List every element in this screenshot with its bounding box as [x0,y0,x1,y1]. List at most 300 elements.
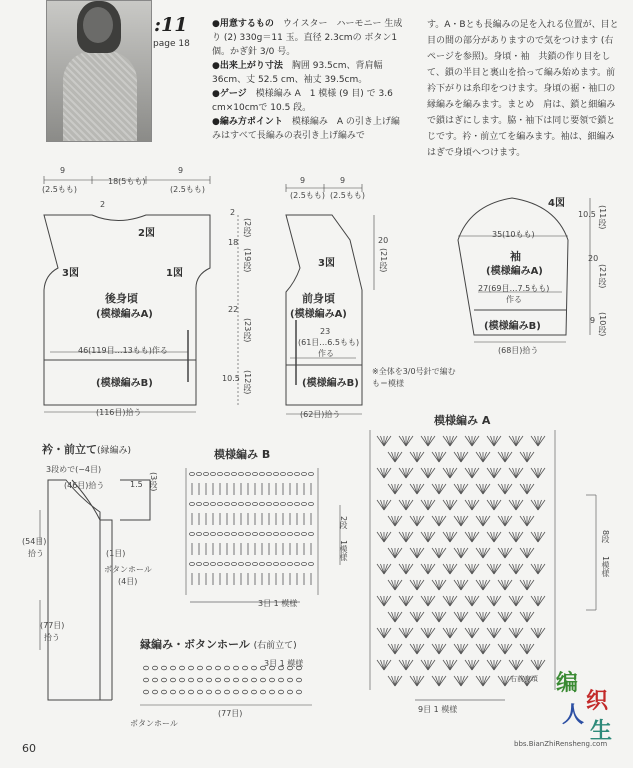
fan-stitch [531,596,538,606]
chain-stitch [295,532,300,535]
chain-stitch [197,502,202,505]
edge-stitch [188,690,193,694]
fan-stitch [458,452,462,462]
side-dim-1-sub: (2段) [243,218,252,238]
fan-stitch [461,580,465,590]
back-top-right-dim: 9 [178,166,184,175]
fan-stitch [469,468,473,478]
front-row-count-2: (61目…6.5もも) [298,338,360,347]
fan-stitch [421,468,428,478]
fan-stitch [454,644,461,654]
edge-stitch [143,690,148,694]
fan-stitch [483,452,490,462]
fan-stitch [461,484,465,494]
fan-stitch [439,612,443,622]
fan-stitch [454,612,461,622]
fan-stitch [377,468,384,478]
front-right-dim-sub: (21段) [379,248,388,273]
fan-stitch [516,468,523,478]
fan-stitch [480,676,484,686]
edge-stitch [161,690,166,694]
fan-stitch [498,452,505,462]
fan-stitch [406,532,413,542]
fan-stitch [403,436,407,446]
fan-stitch [395,676,399,686]
fan-stitch [516,628,520,638]
logo-char-2: 织 [586,689,609,714]
side-dim-4-sub: (12段) [243,370,252,395]
fan-stitch [417,580,424,590]
edge-stitch [206,678,211,682]
fan-stitch [417,612,424,622]
fan-stitch [520,484,527,494]
fan-stitch [538,660,545,670]
pattern-b-title: 模様編み B [214,448,271,461]
chain-stitch [288,562,293,565]
chain-stitch [260,562,265,565]
fan-stitch [480,548,484,558]
fan-stitch [450,628,457,638]
fan-stitch [480,644,484,654]
fan-stitch [421,500,428,510]
fan-stitch [421,660,428,670]
point-label: ●編み方ポイント [212,117,283,127]
fan-stitch [531,468,538,478]
fan-stitch [395,644,402,654]
fan-stitch [502,676,506,686]
fan-stitch [535,436,539,446]
fan-stitch [384,596,391,606]
fan-stitch [395,548,402,558]
fan-stitch [381,628,385,638]
sleeve-dim-1: 10.5 [578,210,596,219]
chain-stitch [232,472,237,475]
chain-stitch [302,472,307,475]
chain-stitch [225,532,230,535]
fan-stitch [461,548,468,558]
chain-stitch [232,562,237,565]
edge-buttonhole: ボタンホール [130,719,178,728]
edge-stitch [206,666,211,670]
fan-stitch [406,532,410,542]
fan-stitch [505,484,512,494]
fan-stitch [491,468,495,478]
chain-stitch [246,532,251,535]
fan-stitch [494,436,498,446]
fan-stitch [410,612,417,622]
edge-stitch [242,690,247,694]
fan-stitch [428,628,432,638]
fan-stitch [381,564,385,574]
fan-stitch [458,580,462,590]
fan-stitch [494,532,501,542]
fan-stitch [472,596,476,606]
edge-stitch [269,690,274,694]
fan-stitch [483,676,490,686]
front-bottom-pick: (62目)拾う [300,410,341,419]
yarn-text: ウイスター ハーモニー 生成り (2) 330g＝11 玉。直径 2.3cmの ボタン1 個。かぎ針 3/0 号。 [212,19,403,57]
collar-bh-count: (4目) [118,577,138,586]
fan-stitch [502,612,506,622]
fan-stitch [527,548,531,558]
fan-stitch [436,452,440,462]
fan-stitch [395,484,399,494]
fan-stitch [465,596,472,606]
fan-stitch [538,468,542,478]
sleeve-row-count: 27(69目…7.5もも) [478,284,550,293]
fan-stitch [524,452,528,462]
chain-stitch [267,472,272,475]
chain-stitch [309,502,314,505]
fan-stitch [399,628,406,638]
edge-stitch [269,678,274,682]
fan-stitch [516,596,523,606]
front-top-left-sub: (2.5もも) [290,191,325,200]
fan-stitch [447,596,451,606]
fan-stitch [516,564,523,574]
edge-stitch [251,666,256,670]
edge-stitch [215,678,220,682]
yarn-label: ●用意するもの [212,19,274,29]
fan-stitch [439,676,446,686]
edge-stitch [260,678,265,682]
fan-stitch [516,596,520,606]
fan-stitch [461,580,468,590]
fan-stitch [417,612,421,622]
fan-stitch [414,676,418,686]
fan-stitch [421,596,428,606]
fan-stitch [439,612,446,622]
chain-stitch [281,502,286,505]
fan-stitch [447,628,451,638]
back-neck-label: 2 [100,200,106,209]
fan-stitch [535,596,539,606]
fan-stitch [417,676,424,686]
fan-stitch [531,532,538,542]
fan-stitch [439,452,446,462]
fan-stitch [439,580,443,590]
fan-stitch [399,500,406,510]
fan-stitch [395,516,399,526]
fan-stitch [406,660,413,670]
fan-stitch [392,644,396,654]
fan-stitch [406,500,413,510]
chain-stitch [239,502,244,505]
fan-stitch [505,516,509,526]
fan-stitch [414,580,418,590]
sleeve-dim-2-sub: (21段) [598,264,607,289]
fan-stitch [483,516,487,526]
fan-stitch [538,532,542,542]
fan-stitch [399,532,406,542]
sleeve-dim-3-sub: (10段) [598,312,607,337]
edge-stitch [224,690,229,694]
fan-stitch [421,628,428,638]
edge-stitch [278,678,283,682]
fan-stitch [527,516,531,526]
fan-stitch [458,516,462,526]
front-title: 前身頃 [302,292,335,305]
pattern-a-title: 模様編み A [434,414,491,427]
size-text: 胸囲 93.5cm、背肩幅 36cm、丈 52.5 cm、袖丈 39.5cm。 [212,61,383,85]
fan-stitch [524,580,528,590]
collar-pick-2: (54目) [22,537,47,546]
fan-stitch [454,516,461,526]
fan-stitch [465,500,472,510]
edge-stitch [170,666,175,670]
size-label: ●出来上がり寸法 [212,61,283,71]
fan-stitch [531,628,538,638]
edge-stitch [143,666,148,670]
fan-stitch [472,628,479,638]
point-text: 模様編み A の引き上げ編みはすべて長編みの表引き上げ編みで [212,117,400,141]
fan-stitch [428,532,432,542]
fan-stitch [450,628,454,638]
fan-stitch [428,468,435,478]
fan-stitch [388,452,395,462]
fan-stitch [472,436,476,446]
fan-stitch [487,436,494,446]
fan-stitch [513,532,517,542]
fan-stitch [509,660,516,670]
fan-stitch [395,580,399,590]
fan-stitch [443,596,450,606]
fan-stitch [509,468,516,478]
fan-stitch [472,468,479,478]
fan-stitch [509,532,516,542]
pattern-a-bottom: 9目 1 模様 [418,705,458,714]
collar-pick-2b: 拾う [28,549,44,558]
fan-stitch [461,612,465,622]
fan-stitch [469,628,473,638]
fan-stitch [461,516,465,526]
fan-stitch [502,452,506,462]
fan-stitch [406,468,413,478]
fan-stitch [428,660,432,670]
chain-stitch [211,562,216,565]
side-dim-3: 22 [228,305,239,314]
fan-stitch [395,612,399,622]
fan-stitch [535,468,539,478]
fan-stitch [538,436,545,446]
sleeve-make: 作る [506,295,522,304]
edge-stitch [215,666,220,670]
fan-stitch [428,628,435,638]
fan-stitch [487,532,494,542]
fan-stitch [436,580,440,590]
fan-stitch [392,676,396,686]
fan-stitch [454,548,461,558]
side-dim-2: 18 [228,238,239,247]
edge-stitch [179,690,184,694]
chain-stitch [281,532,286,535]
front-pattern: (模様編みA) [290,309,347,320]
side-dim-2-sub: (19段) [243,248,252,273]
fan-stitch [439,644,446,654]
fan-stitch [483,548,487,558]
fan-stitch [469,500,473,510]
fan-stitch [483,612,490,622]
fan-stitch [395,516,402,526]
fan-stitch [406,436,413,446]
fan-stitch [447,564,451,574]
edge-stitch [152,690,157,694]
chain-stitch [211,532,216,535]
fan-stitch [527,644,534,654]
fan-stitch [384,660,391,670]
fan-stitch [414,548,418,558]
fan-stitch [436,548,440,558]
fan-stitch [531,436,538,446]
fan-stitch [483,548,490,558]
fan-stitch [491,564,495,574]
fan-stitch [384,564,391,574]
fan-stitch [436,676,440,686]
front-top-right-sub: (2.5もも) [330,191,365,200]
fan-stitch [388,644,395,654]
chain-stitch [190,472,195,475]
fan-stitch [516,660,523,670]
back-bottom-pattern: (模様編みB) [96,378,153,389]
fan-stitch [384,532,391,542]
page-reference: page 18 [153,39,190,49]
sleeve-dim-1-sub: (11段) [598,205,607,230]
edge-stitch [179,678,184,682]
fan-stitch [436,612,440,622]
fan-stitch [502,580,506,590]
edge-stitch [278,690,283,694]
fan-stitch [472,660,479,670]
chain-stitch [218,532,223,535]
sleeve-dim-2: 20 [588,254,599,263]
chain-stitch [253,472,258,475]
fan-stitch [527,452,531,462]
chain-stitch [288,532,293,535]
fan-stitch [491,436,495,446]
edge-stitch [170,690,175,694]
fan-stitch [513,468,517,478]
fan-stitch [472,660,476,670]
fan-stitch [439,452,443,462]
fan-stitch [469,532,473,542]
fan-stitch [443,660,450,670]
fan-stitch [425,564,429,574]
fan-stitch [487,596,494,606]
fan-stitch [447,468,451,478]
fan-stitch [538,628,545,638]
fan-stitch [377,500,384,510]
fan-stitch [494,564,498,574]
chain-stitch [309,472,314,475]
fan-stitch [450,564,457,574]
fan-stitch [425,596,429,606]
fan-stitch [395,452,402,462]
fan-stitch [384,628,388,638]
fan-stitch [384,436,391,446]
sleeve-pattern: (模様編みA) [486,266,543,277]
logo-url: bbs.BianZhiRensheng.com [514,740,608,748]
fan-stitch [509,628,516,638]
fan-stitch [465,532,472,542]
fan-stitch [403,564,407,574]
fan-stitch [498,676,505,686]
edge-stitch [260,690,265,694]
fan-stitch [410,548,417,558]
back-pattern: (模様編みA) [96,309,153,320]
collar-pick-3b: 拾う [44,633,60,642]
fan-stitch [454,452,461,462]
edge-stitch [251,690,256,694]
fan-stitch [392,580,396,590]
fan-stitch [509,500,516,510]
fan-stitch [480,452,484,462]
fan-stitch [472,596,479,606]
edge-stitch [224,666,229,670]
fan-stitch [432,548,439,558]
fan-stitch [535,660,539,670]
pattern-a-bottom-right: 右前身頃 [510,675,538,683]
edge-stitch [152,666,157,670]
fan-stitch [516,532,520,542]
edge-stitch [161,678,166,682]
fan-stitch [406,596,410,606]
fan-stitch [483,580,490,590]
fan-stitch [494,596,501,606]
collar-row-info: 3段めで(−4目) [46,465,102,474]
fan-stitch [524,516,528,526]
collar-buttonhole: ボタンホール [104,565,152,574]
fan-stitch [421,436,428,446]
chain-stitch [281,472,286,475]
front-bottom-pattern: (模様編みB) [302,378,359,389]
fan-stitch [428,532,435,542]
fan-stitch [417,452,424,462]
fan-stitch [406,436,410,446]
pattern-a-stitches [377,436,545,686]
sleeve-title: 袖 [510,250,521,263]
chain-stitch [239,472,244,475]
fan-stitch [494,628,501,638]
fan-stitch [527,580,534,590]
fan-stitch [458,644,462,654]
back-title: 後身頃 [105,292,138,305]
fan-stitch [395,452,399,462]
sleeve-bottom-pick: (68目)拾う [498,346,539,355]
back-fig-3: 3図 [62,268,79,279]
front-top-right-dim: 9 [340,176,346,185]
chain-stitch [197,562,202,565]
fan-stitch [524,484,528,494]
fan-stitch [520,580,527,590]
fan-stitch [406,628,413,638]
fan-stitch [538,596,542,606]
edge-stitch [233,690,238,694]
chain-stitch [267,562,272,565]
fan-stitch [450,436,457,446]
fan-stitch [392,612,396,622]
chain-stitch [211,502,216,505]
fan-stitch [414,644,418,654]
fan-stitch [527,644,531,654]
fan-stitch [469,564,473,574]
fan-stitch [384,532,388,542]
fan-stitch [538,500,542,510]
front-row-count: 23 [320,327,331,336]
chain-stitch [225,502,230,505]
fan-stitch [494,468,498,478]
chain-stitch [281,562,286,565]
fan-stitch [428,564,435,574]
